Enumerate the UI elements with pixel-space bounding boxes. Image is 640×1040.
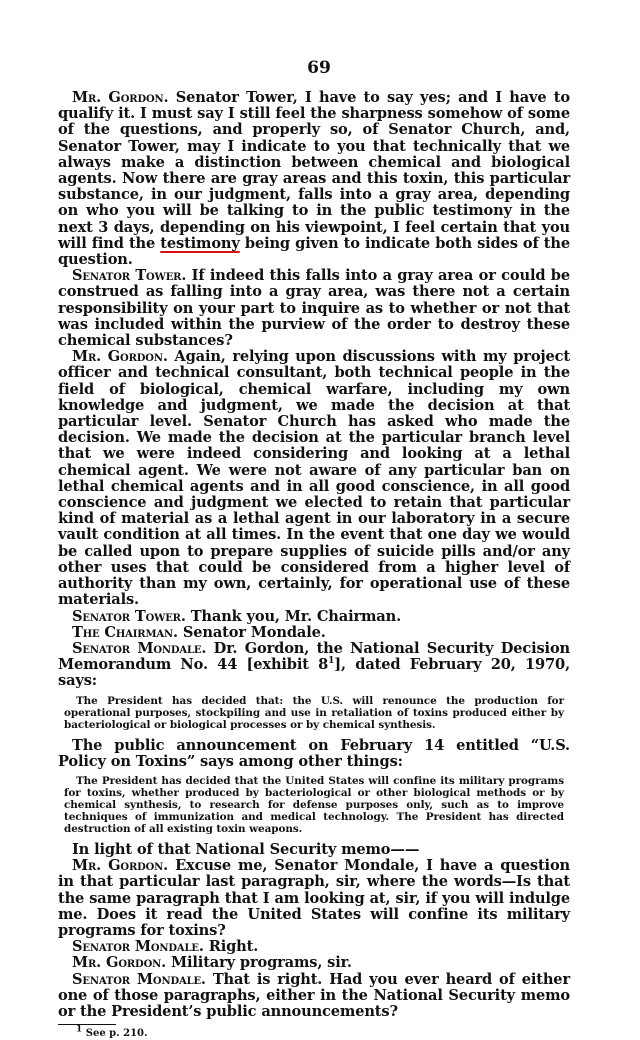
paragraph-text: That is right. Had you ever heard of either one of those paragraphs, either in the National Security memo or the President’s public announcements? xyxy=(58,970,570,1020)
paragraph-text: Senator Mondale. xyxy=(177,623,326,641)
speaker-name: Mr. Gordon. xyxy=(72,954,167,972)
paragraph-tower-2 xyxy=(58,609,570,625)
paragraph-public-announcement: The public announcement on February 14 entitled “U.S. Policy on Toxins” says among other things: xyxy=(58,736,570,770)
speaker-name: Senator Mondale. xyxy=(72,639,207,657)
speaker-name: Senator Mondale. xyxy=(72,970,206,988)
speaker-name: Mr. Gordon. xyxy=(72,857,169,875)
paragraph-mondale-1 xyxy=(58,641,570,690)
paragraph-text: ], dated February 20, 1970, says: xyxy=(58,656,570,690)
speaker-name: Senator Mondale. xyxy=(72,938,204,956)
footnote xyxy=(76,1024,570,1040)
paragraph-text: Excuse me, Senator Mondale, I have a question in that particular last paragraph, sir, where the words—Is that the same paragraph that I am looking at, sir, if you will indulge me. Does it read the United States will confine its military programs for toxins? xyxy=(58,857,570,939)
paragraph-text: Military programs, sir. xyxy=(166,954,352,972)
paragraph-mondale-4 xyxy=(58,972,570,1021)
block-quote-memorandum: The President has decided that: the U.S. will renounce the production for operational purposes, stockpiling and use in retaliation of toxins produced either by bacteriological or biological processes or by chemical synthesis. xyxy=(64,694,564,731)
speaker-name: The Chairman. xyxy=(72,623,178,641)
speaker-name: Senator Tower. xyxy=(72,607,186,625)
paragraph-text: being given to indicate both sides of the question. xyxy=(58,234,570,269)
paragraph-text: Dr. Gordon, the National Security Decision Memorandum No. 44 [exhibit 8 xyxy=(58,639,571,674)
paragraph-text: Again, relying upon discussions with my project officer and technical consultant, both technical people in the field of biological, chemical warfare, including my own knowledge and judgment, we made the decision at that particular level. Senator Church has asked who made the decision. We made the decision at the particular branch level that we were indeed considering and looking at a lethal chemical agent. We were not aware of any particular ban on lethal chemical agents and in all good conscience, in all good conscience and judgment we elected to retain that particular kind of material as a lethal agent in our laboratory in a secure vault condition at all times. In the event that one day we would be called upon to prepare supplies of suicide pills and/or any other uses that could be considered from a higher level of authority than my own, certainly, for operational use of these materials. xyxy=(58,348,570,609)
paragraph-gordon-4 xyxy=(58,955,570,971)
page-number: 69 xyxy=(307,58,331,78)
paragraph-text: Thank you, Mr. Chairman. xyxy=(185,607,401,625)
paragraph-chairman xyxy=(58,625,570,641)
footnote-mark: 1 xyxy=(76,1024,83,1035)
paragraph-tower-1 xyxy=(58,268,570,349)
speaker-name: Mr. Gordon. xyxy=(72,89,169,106)
footnote-text: See p. 210. xyxy=(82,1028,148,1040)
block-quote-policy: The President has decided that the United States will confine its military programs for toxins, whether produced by bacteriological or other biological methods or by chemical synthesis, to research for defense purposes only, such as to improve techniques of immunization and medical technology. The President has directed destruction of all existing toxin weapons. xyxy=(64,774,564,835)
paragraph-text: If indeed this falls into a gray area or could be construed as falling into a gray area, was there not a certain responsibility on your part to inquire as to whether or not that was included within the purview of the order to destroy these chemical substances? xyxy=(58,267,571,350)
paragraph-text: Senator Tower, I have to say yes; and I have to qualify it. I must say I still feel the sharpness somehow of some of the questions, and properly so, of Senator Church, and, Senator Tower, may I indicate to you that technically that we always make a distinction between chemical and biological agents. Now there are gray areas and this toxin, this particular substance, in our judgment, falls into a gray area, depending on who you will be talking to in the public testimony in the next 3 days, depending on his viewpoint, I feel certain that you will find the xyxy=(58,89,570,252)
paragraph-gordon-3 xyxy=(58,858,570,939)
speaker-name: Senator Tower. xyxy=(72,267,187,285)
paragraph-mondale-3 xyxy=(58,939,570,955)
underlined-word: testimony xyxy=(160,234,240,252)
document-page xyxy=(58,58,570,1040)
paragraph-text: Right. xyxy=(203,938,259,956)
speaker-name: Mr. Gordon. xyxy=(72,348,168,366)
paragraph-mondale-2: In light of that National Security memo—— xyxy=(72,840,420,858)
paragraph-gordon-2 xyxy=(58,349,570,608)
paragraph-gordon-1 xyxy=(58,90,570,268)
footnote-reference: 1 xyxy=(328,656,335,667)
footnote-divider xyxy=(58,1024,116,1025)
